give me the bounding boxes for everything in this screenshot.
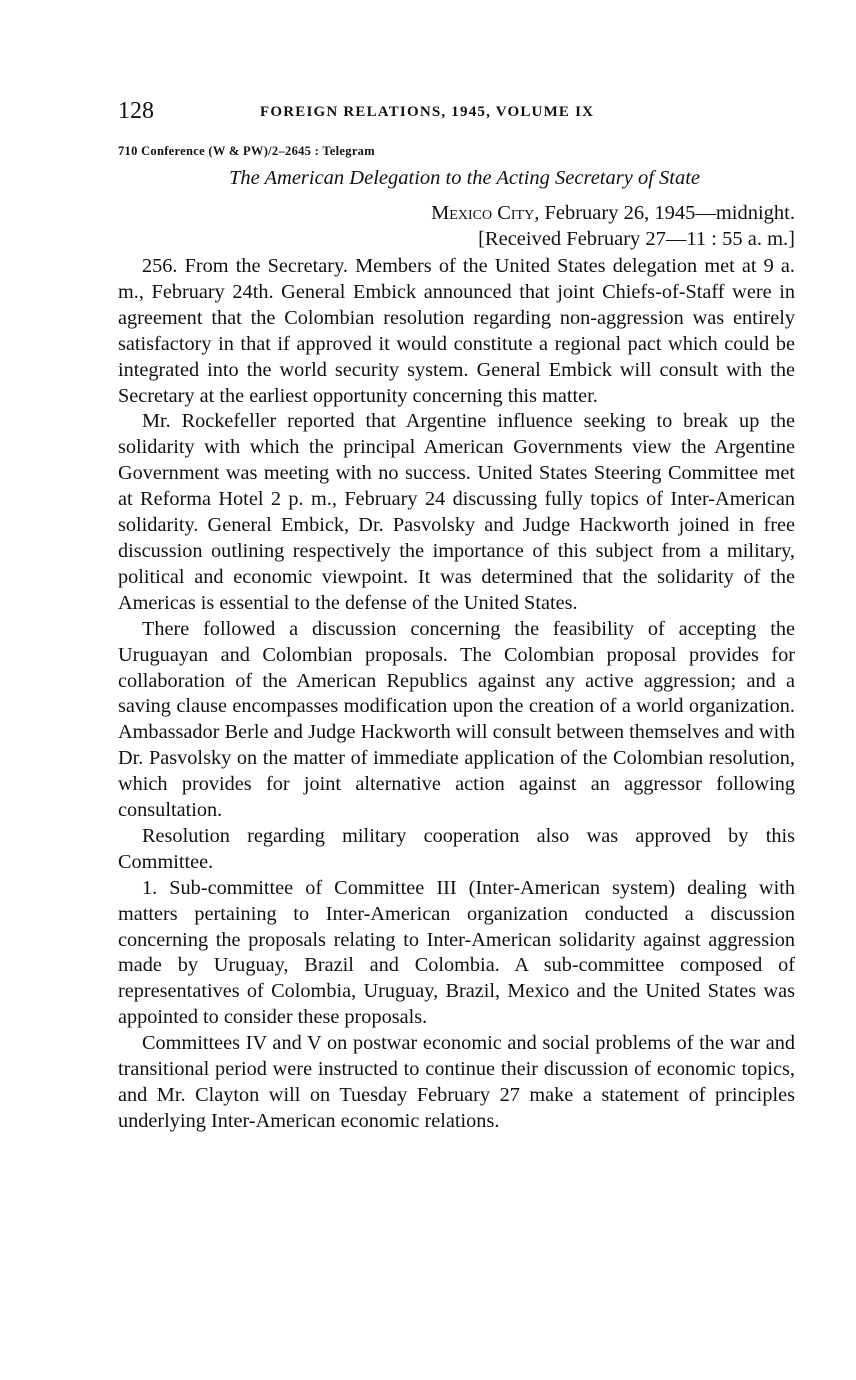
paragraph: Resolution regarding military cooperation also was approved by this Committee. bbox=[118, 824, 795, 873]
document-title: The American Delegation to the Acting Secretary of State bbox=[228, 167, 701, 189]
running-title: FOREIGN RELATIONS, 1945, VOLUME IX bbox=[260, 104, 595, 120]
received-line: [Received February 27—11 : 55 a. m.] bbox=[478, 228, 795, 250]
dateline bbox=[118, 200, 795, 226]
dateline-date: , February 26, 1945—midnight. bbox=[534, 202, 795, 224]
dateline-place: Mexico City bbox=[431, 202, 535, 224]
paragraph: There followed a discussion concerning the feasibility of accepting the Uruguayan and Colombian proposals. The Colombian proposal provides for collaboration of the American Republics against any active aggression; and a saving clause encompasses modification upon the creation of a world organization. Ambassador Berle and Judge Hackworth will consult between themselves and with Dr. Pasvolsky on the matter of immediate application of the Colombian resolution, which provides for joint alternative action against an aggressor following consultation. bbox=[118, 617, 795, 822]
paragraph: Committees IV and V on postwar economic and social problems of the war and transitional period were instructed to continue their discussion of economic topics, and Mr. Clayton will on Tuesday February 27 make a statement of principles underlying Inter-American economic relations. bbox=[118, 1032, 795, 1132]
running-head bbox=[118, 98, 795, 132]
page-number: 128 bbox=[118, 98, 154, 124]
document-page bbox=[118, 98, 795, 1135]
paragraph: 256. From the Secretary. Members of the United States delegation met at 9 a. m., February 24th. General Embick announced that joint Chiefs-of-Staff were in agreement that the Colombian resolution regarding non-aggression was entirely satisfactory in that if approved it would constitute a regional pact which could be integrated into the world security system. General Embick will consult with the Secretary at the earliest opportunity concerning this matter. bbox=[118, 255, 795, 407]
telegram-body bbox=[118, 254, 795, 1135]
paragraph: Mr. Rockefeller reported that Argentine influence seeking to break up the solidarity with which the principal American Governments view the Argentine Government was meeting with no success. United States Steering Committee met at Reforma Hotel 2 p. m., February 24 discussing fully topics of Inter-American solidarity. General Embick, Dr. Pasvolsky and Judge Hackworth joined in free discussion outlining respectively the importance of this subject from a military, political and economic viewpoint. It was determined that the solidarity of the Americas is essential to the defense of the United States. bbox=[118, 410, 795, 614]
file-reference: 710 Conference (W & PW)/2–2645 : Telegram bbox=[118, 144, 375, 158]
paragraph: 1. Sub-committee of Committee III (Inter-American system) dealing with matters pertaining to Inter-American organization conducted a discussion concerning the proposals relating to Inter-American solidarity against aggression made by Uruguay, Brazil and Colombia. A sub-committee composed of representatives of Colombia, Uruguay, Brazil, Mexico and the United States was appointed to consider these proposals. bbox=[118, 876, 795, 1029]
